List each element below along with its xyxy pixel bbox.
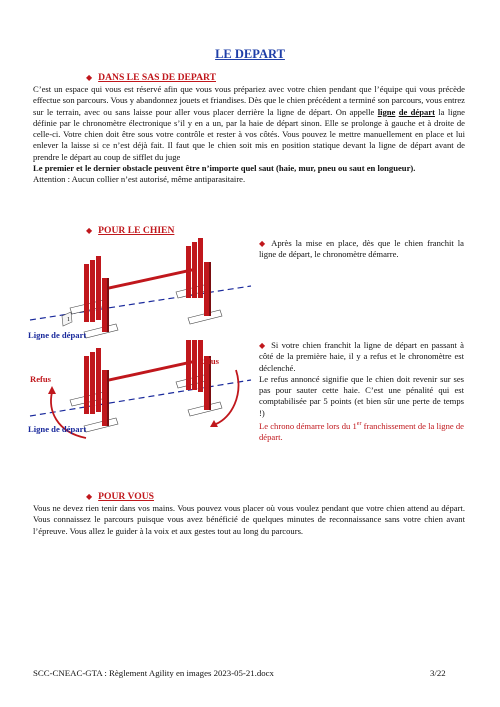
heading-vous: ◆ POUR VOUS xyxy=(86,491,155,502)
footer-document-name: SCC-CNEAC-GTA : Règlement Agility en images 2023-05-21.docx xyxy=(33,668,274,678)
paragraph-chrono-start: ◆ Après la mise en place, dès que le chien franchit la ligne de départ, le chronomètre démarre. xyxy=(259,238,464,260)
paragraph-collier-note: Attention : Aucun collier n’est autorisé, même antiparasitaire. xyxy=(33,174,246,185)
heading-chien: ◆ POUR LE CHIEN xyxy=(86,225,175,236)
label-refus-left: Refus xyxy=(30,374,52,384)
diamond-bullet-icon: ◆ xyxy=(86,73,93,82)
diamond-bullet-icon: ◆ xyxy=(259,341,266,350)
label-refus-right: Refus xyxy=(198,356,220,366)
paragraph-refus: ◆ Si votre chien franchit la ligne de départ en passant à côté de la première haie, il y a refus et le chronomètre est déclenché. Le refus annoncé signifie que le chien doit revenir sur ses pas pour sauter cette haie. C’est une pénalité qui est comptabilisée par 5 points (et bien sûr une perte de temps !) Le chrono démarre lors du 1er franchissement de la ligne de départ. xyxy=(259,340,464,443)
hurdle-number: 1 xyxy=(67,317,70,323)
footer-page-number: 3/22 xyxy=(430,668,446,678)
diamond-bullet-icon: ◆ xyxy=(86,492,93,501)
hurdle xyxy=(70,340,222,432)
paragraph-sas: C’est un espace qui vous est réservé afin que vous vous prépariez avec votre chien pendant que l’équipe qui vous précède effectue son parcours. Vous y abandonnez jouets et friandises. Dès que le chien précédent a terminé son parcours, vous entrez sur le terrain, avec ou sans laisse pour aller vous placer derrière la ligne de départ. On appelle ligne de départ la ligne définie par le chronomètre électronique s’il y en a un, par la haie de départ sinon. Elle se prolonge à gauche et à droite de celle-ci. Votre chien doit être sous votre contrôle et rester à vos côtés. Vous pouvez le mettre manuellement en place et lui enlever la laisse si ce n’est déjà fait. Il faut que le chien soit mis en position statique devant la ligne de départ avant de prendre le départ au coup de sifflet du juge Le premier et le dernier obstacle peuvent être n’importe quel saut (haie, mur, pneu ou saut en longueur). Attention : Aucun collier n’est autorisé, même antiparasitaire. xyxy=(33,84,465,185)
start-line xyxy=(30,380,251,416)
hurdle xyxy=(70,238,222,338)
diamond-bullet-icon: ◆ xyxy=(259,239,266,248)
label-start-line: Ligne de départ xyxy=(28,424,87,434)
figure-start-line xyxy=(26,236,256,346)
figure-refusal xyxy=(26,340,256,440)
label-start-line: Ligne de départ xyxy=(28,330,87,340)
page-title: LE DEPART xyxy=(215,47,285,61)
diamond-bullet-icon: ◆ xyxy=(86,226,93,235)
heading-sas: ◆ DANS LE SAS DE DEPART xyxy=(86,72,216,83)
paragraph-obstacle-note: Le premier et le dernier obstacle peuvent être n’importe quel saut (haie, mur, pneu ou saut en longueur). xyxy=(33,163,416,174)
paragraph-vous: Vous ne devez rien tenir dans vos mains. Vous pouvez vous placer où vous voulez pendant que votre chien attend au départ. Vous connaissez le parcours puisque vous avez bénéficié de quelques minutes de reconnaissance sans votre chien avant l’épreuve. Vous allez le guider à la voix et aux gestes tout au long du parcours. xyxy=(33,503,465,536)
refusal-arrow-right xyxy=(216,370,238,424)
